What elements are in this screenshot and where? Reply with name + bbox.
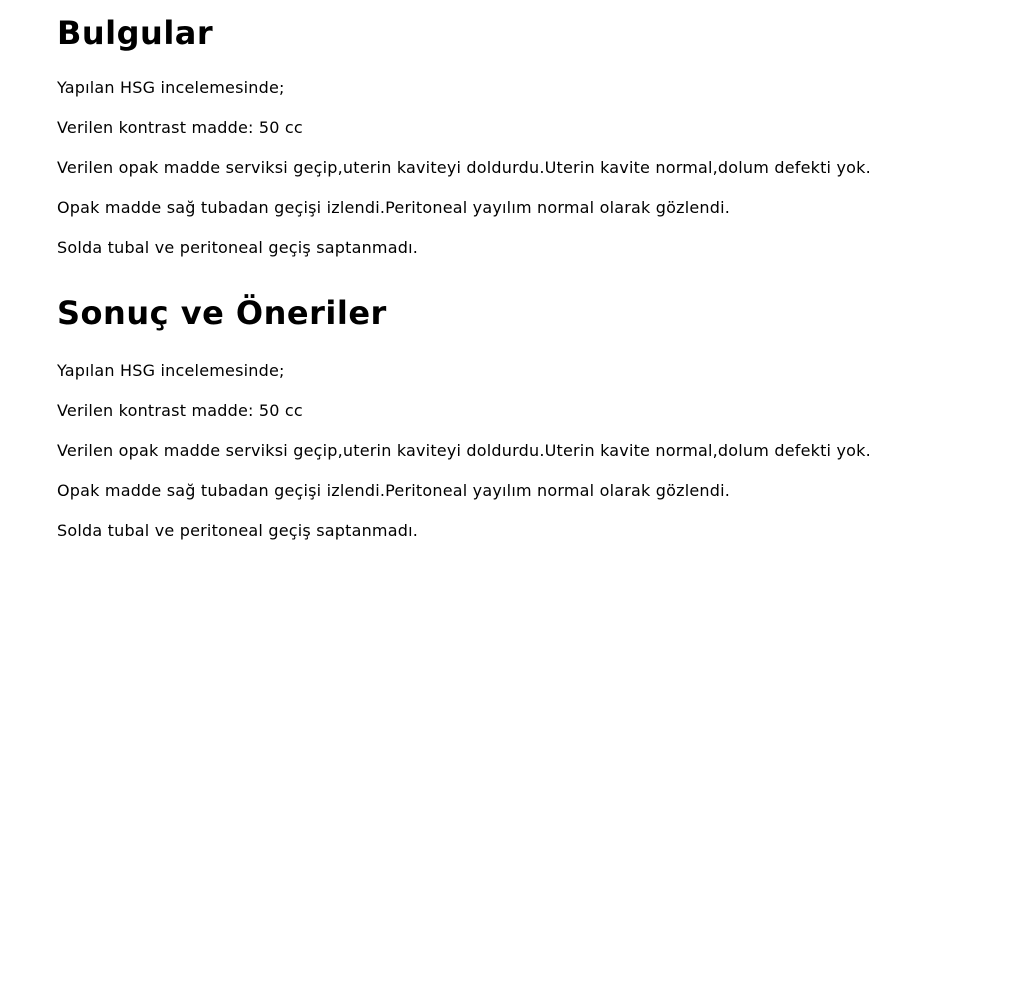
report-paragraph: Yapılan HSG incelemesinde; xyxy=(57,361,285,380)
report-paragraph: Solda tubal ve peritoneal geçiş saptanmadı. xyxy=(57,238,419,257)
report-paragraph: Opak madde sağ tubadan geçişi izlendi.Peritoneal yayılım normal olarak gözlendi. xyxy=(57,198,731,217)
report-paragraph: Yapılan HSG incelemesinde; xyxy=(57,78,285,97)
report-paragraph: Verilen kontrast madde: 50 cc xyxy=(57,118,303,137)
report-paragraph: Verilen kontrast madde: 50 cc xyxy=(57,401,303,420)
report-paragraph: Opak madde sağ tubadan geçişi izlendi.Peritoneal yayılım normal olarak gözlendi. xyxy=(57,481,731,500)
section-heading-conclusion-recommendations: Sonuç ve Öneriler xyxy=(57,294,387,332)
report-paragraph: Verilen opak madde serviksi geçip,uterin kaviteyi doldurdu.Uterin kavite normal,dolum defekti yok. xyxy=(57,158,871,177)
section-heading-findings: Bulgular xyxy=(57,14,214,52)
report-paragraph: Verilen opak madde serviksi geçip,uterin kaviteyi doldurdu.Uterin kavite normal,dolum defekti yok. xyxy=(57,441,871,460)
report-paragraph: Solda tubal ve peritoneal geçiş saptanmadı. xyxy=(57,521,419,540)
